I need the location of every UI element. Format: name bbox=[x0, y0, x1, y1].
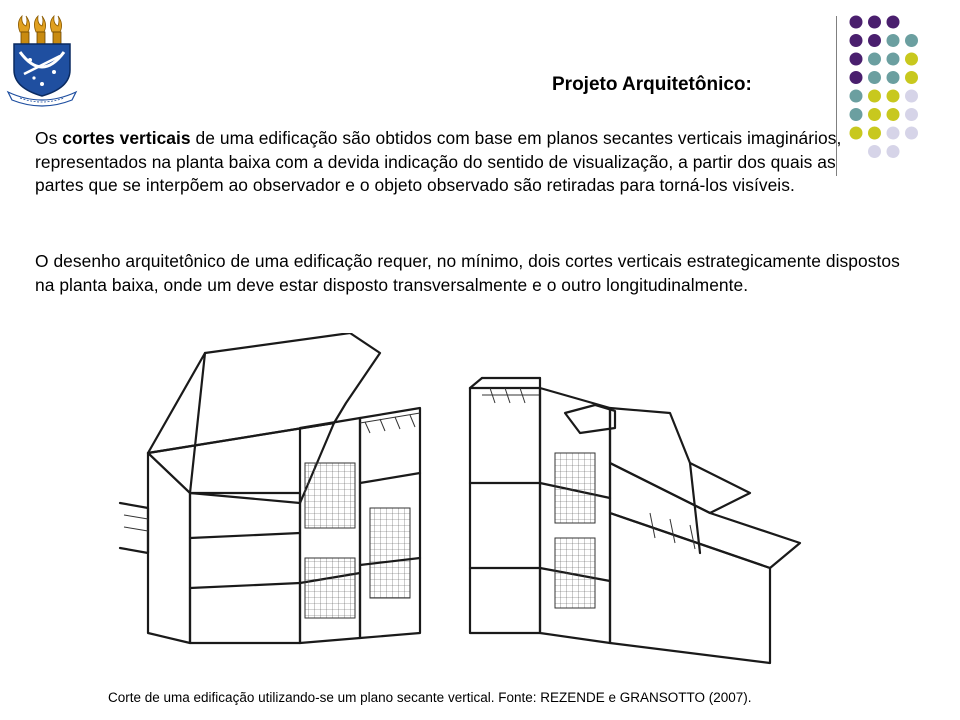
decorative-dot bbox=[868, 53, 881, 66]
decorative-dot bbox=[887, 34, 900, 47]
decorative-dot bbox=[868, 71, 881, 84]
university-logo bbox=[6, 12, 78, 108]
university-coat-of-arms-icon bbox=[6, 12, 78, 108]
page-title: Projeto Arquitetônico: bbox=[552, 74, 752, 95]
paragraph-vertical-cuts bbox=[35, 127, 847, 198]
decorative-dot bbox=[850, 34, 863, 47]
decorative-dot bbox=[905, 108, 918, 121]
decorative-dot bbox=[850, 108, 863, 121]
decorative-dot bbox=[868, 34, 881, 47]
paragraph-1-rest: de uma edificação são obtidos com base em planos secantes verticais imaginários, representados na planta baixa com a devida indicação do sentido de visualização, a partir dos quais as partes que se interpõem ao observador e o objeto observado são retiradas para torná-los visíveis. bbox=[35, 128, 842, 195]
decorative-dot bbox=[868, 16, 881, 29]
decorative-dot bbox=[887, 108, 900, 121]
decorative-dot-grid bbox=[846, 12, 952, 162]
paragraph-1-emphasis: cortes verticais bbox=[62, 128, 191, 148]
decorative-dot bbox=[868, 108, 881, 121]
decorative-dot bbox=[887, 90, 900, 103]
decorative-dot bbox=[887, 71, 900, 84]
decorative-dot bbox=[887, 16, 900, 29]
decorative-dot bbox=[905, 90, 918, 103]
decorative-dot bbox=[887, 145, 900, 158]
decorative-dot bbox=[887, 127, 900, 140]
decorative-dot bbox=[850, 127, 863, 140]
decorative-dot bbox=[850, 90, 863, 103]
building-section-illustration bbox=[110, 333, 810, 688]
decorative-dot bbox=[868, 90, 881, 103]
decorative-dot bbox=[905, 53, 918, 66]
paragraph-minimum-cuts: O desenho arquitetônico de uma edificação requer, no mínimo, dois cortes verticais estrategicamente dispostos na planta baixa, onde um deve estar disposto transversalmente e o outro longitudinalmente. bbox=[35, 251, 900, 295]
decorative-dot bbox=[905, 71, 918, 84]
decorative-dot bbox=[850, 71, 863, 84]
decorative-dot bbox=[850, 53, 863, 66]
building-section-sketch-icon bbox=[110, 333, 810, 688]
decorative-dot bbox=[868, 145, 881, 158]
figure-caption: Corte de uma edificação utilizando-se um plano secante vertical. Fonte: REZENDE e GRANSOTTO (2007). bbox=[108, 690, 752, 705]
decorative-dot bbox=[887, 53, 900, 66]
paragraph-1-start: Os bbox=[35, 128, 63, 148]
decorative-dot bbox=[868, 127, 881, 140]
decorative-dot bbox=[905, 127, 918, 140]
decorative-dot bbox=[850, 16, 863, 29]
decorative-dot bbox=[905, 34, 918, 47]
